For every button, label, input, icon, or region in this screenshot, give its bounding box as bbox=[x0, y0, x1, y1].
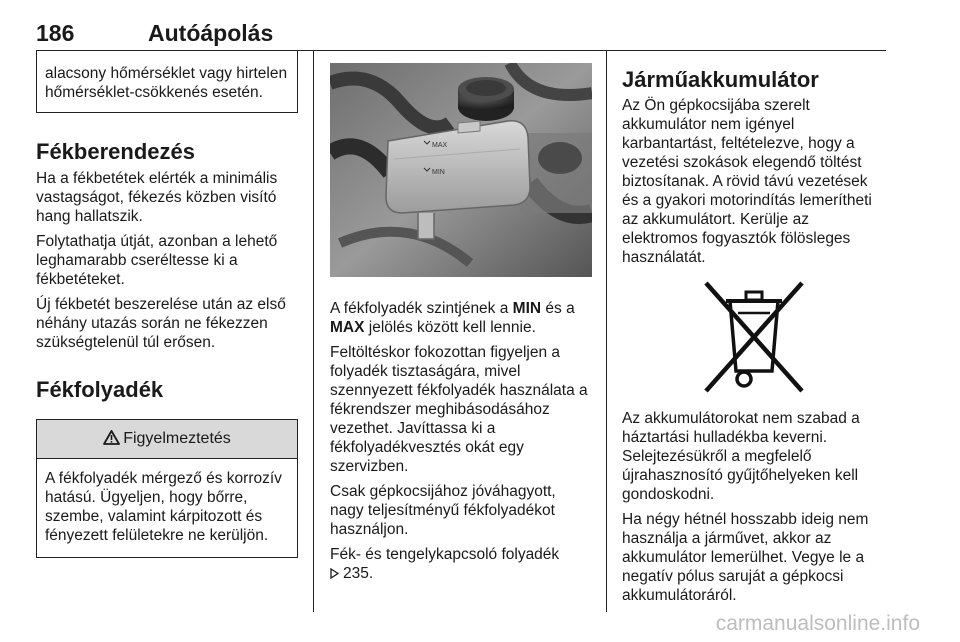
brake-fluid-reservoir-photo bbox=[330, 63, 592, 277]
column-divider bbox=[606, 50, 607, 612]
column-left bbox=[36, 50, 298, 558]
paragraph: Az Ön gépkocsijába szerelt akkumulátor nem igényel karbantartást, feltételezve, hogy a vezetési szokások elegendő töltést biztosítanak. A rövid távú vezetések és a gyakori motorindítás lemerítheti az akkumulátort. Kerülje az elektromos fogyasztók fölösleges használatát. bbox=[622, 97, 872, 266]
paragraph bbox=[330, 545, 592, 583]
paragraph: Ha a fékbetétek elérték a minimális vastagságot, fékezés közben visító hang hallatszik. bbox=[36, 170, 278, 225]
paragraph-level-note bbox=[330, 299, 592, 337]
page-title: Autóápolás bbox=[148, 20, 274, 46]
continued-warning-box bbox=[36, 50, 298, 113]
text: és a bbox=[541, 300, 575, 317]
text: Fék- és tengelykapcsoló folyadék bbox=[330, 546, 560, 563]
paragraph: Folytathatja útját, azonban a lehető leghamarabb cseréltesse ki a fékbetéteket. bbox=[36, 233, 278, 288]
paragraph: Új fékbetét beszerelése után az első néhány utazás során ne fékezzen szükségtelenül túl erősen. bbox=[36, 296, 286, 351]
text: jelölés között kell lennie. bbox=[364, 319, 536, 336]
paragraph: Feltöltéskor fokozottan figyeljen a folyadék tisztaságára, mivel szennyezett fékfolyadék használata a fékrendszer meghibásodásához vezethet. Javíttassa ki a fékfolyadékvesztés okát egy szervizben. bbox=[330, 344, 588, 475]
section-heading-battery: Járműakkumulátor bbox=[622, 67, 819, 92]
column-right bbox=[622, 50, 886, 605]
max-mark-label: MAX bbox=[432, 142, 448, 149]
warning-box bbox=[36, 419, 298, 558]
min-label: MIN bbox=[512, 300, 542, 317]
paragraph: Az akkumulátorokat nem szabad a háztartási hulladékba keverni. Selejtezésükről a megfelelő újrahasznosító gyűjtőhelyeken kell gondoskodni. bbox=[622, 410, 860, 503]
warning-header bbox=[37, 420, 297, 459]
section-heading-brake-fluid: Fékfolyadék bbox=[36, 377, 164, 402]
min-mark-label: MIN bbox=[432, 169, 445, 176]
column-divider bbox=[313, 50, 314, 612]
paragraph: Csak gépkocsijához jóváhagyott, nagy teljesítményű fékfolyadékot használjon. bbox=[330, 483, 556, 538]
warning-title: Figyelmeztetés bbox=[123, 430, 231, 447]
warning-text: A fékfolyadék mérgező és korrozív hatású. Ügyeljen, hogy bőrre, szembe, valamint kárpitozott és fényezett felületekre ne kerüljön. bbox=[45, 470, 282, 544]
page-reference-link[interactable]: 235. bbox=[343, 565, 374, 582]
text: A fékfolyadék szintjének a bbox=[330, 300, 513, 317]
warning-triangle-icon bbox=[103, 430, 120, 445]
reference-arrow-icon bbox=[330, 568, 339, 579]
engine-bay-image bbox=[330, 63, 592, 277]
section-heading-brakes: Fékberendezés bbox=[36, 139, 195, 164]
warning-body bbox=[37, 459, 297, 557]
paragraph: Ha négy hétnél hosszabb ideig nem használja a járművet, akkor az akkumulátor lemerülhet. Vegye le a negatív pólus saruját a gépkocsi akkumulátoráról. bbox=[622, 511, 869, 604]
continued-warning-text: alacsony hőmérséklet vagy hirtelen hőmérséklet-csökkenés esetén. bbox=[45, 65, 288, 101]
page-number: 186 bbox=[36, 20, 75, 46]
watermark: carmanualsonline.info bbox=[715, 612, 920, 635]
page-header bbox=[36, 16, 886, 51]
max-label: MAX bbox=[330, 319, 365, 336]
crossed-out-bin-icon bbox=[700, 279, 808, 397]
column-middle bbox=[330, 50, 592, 583]
